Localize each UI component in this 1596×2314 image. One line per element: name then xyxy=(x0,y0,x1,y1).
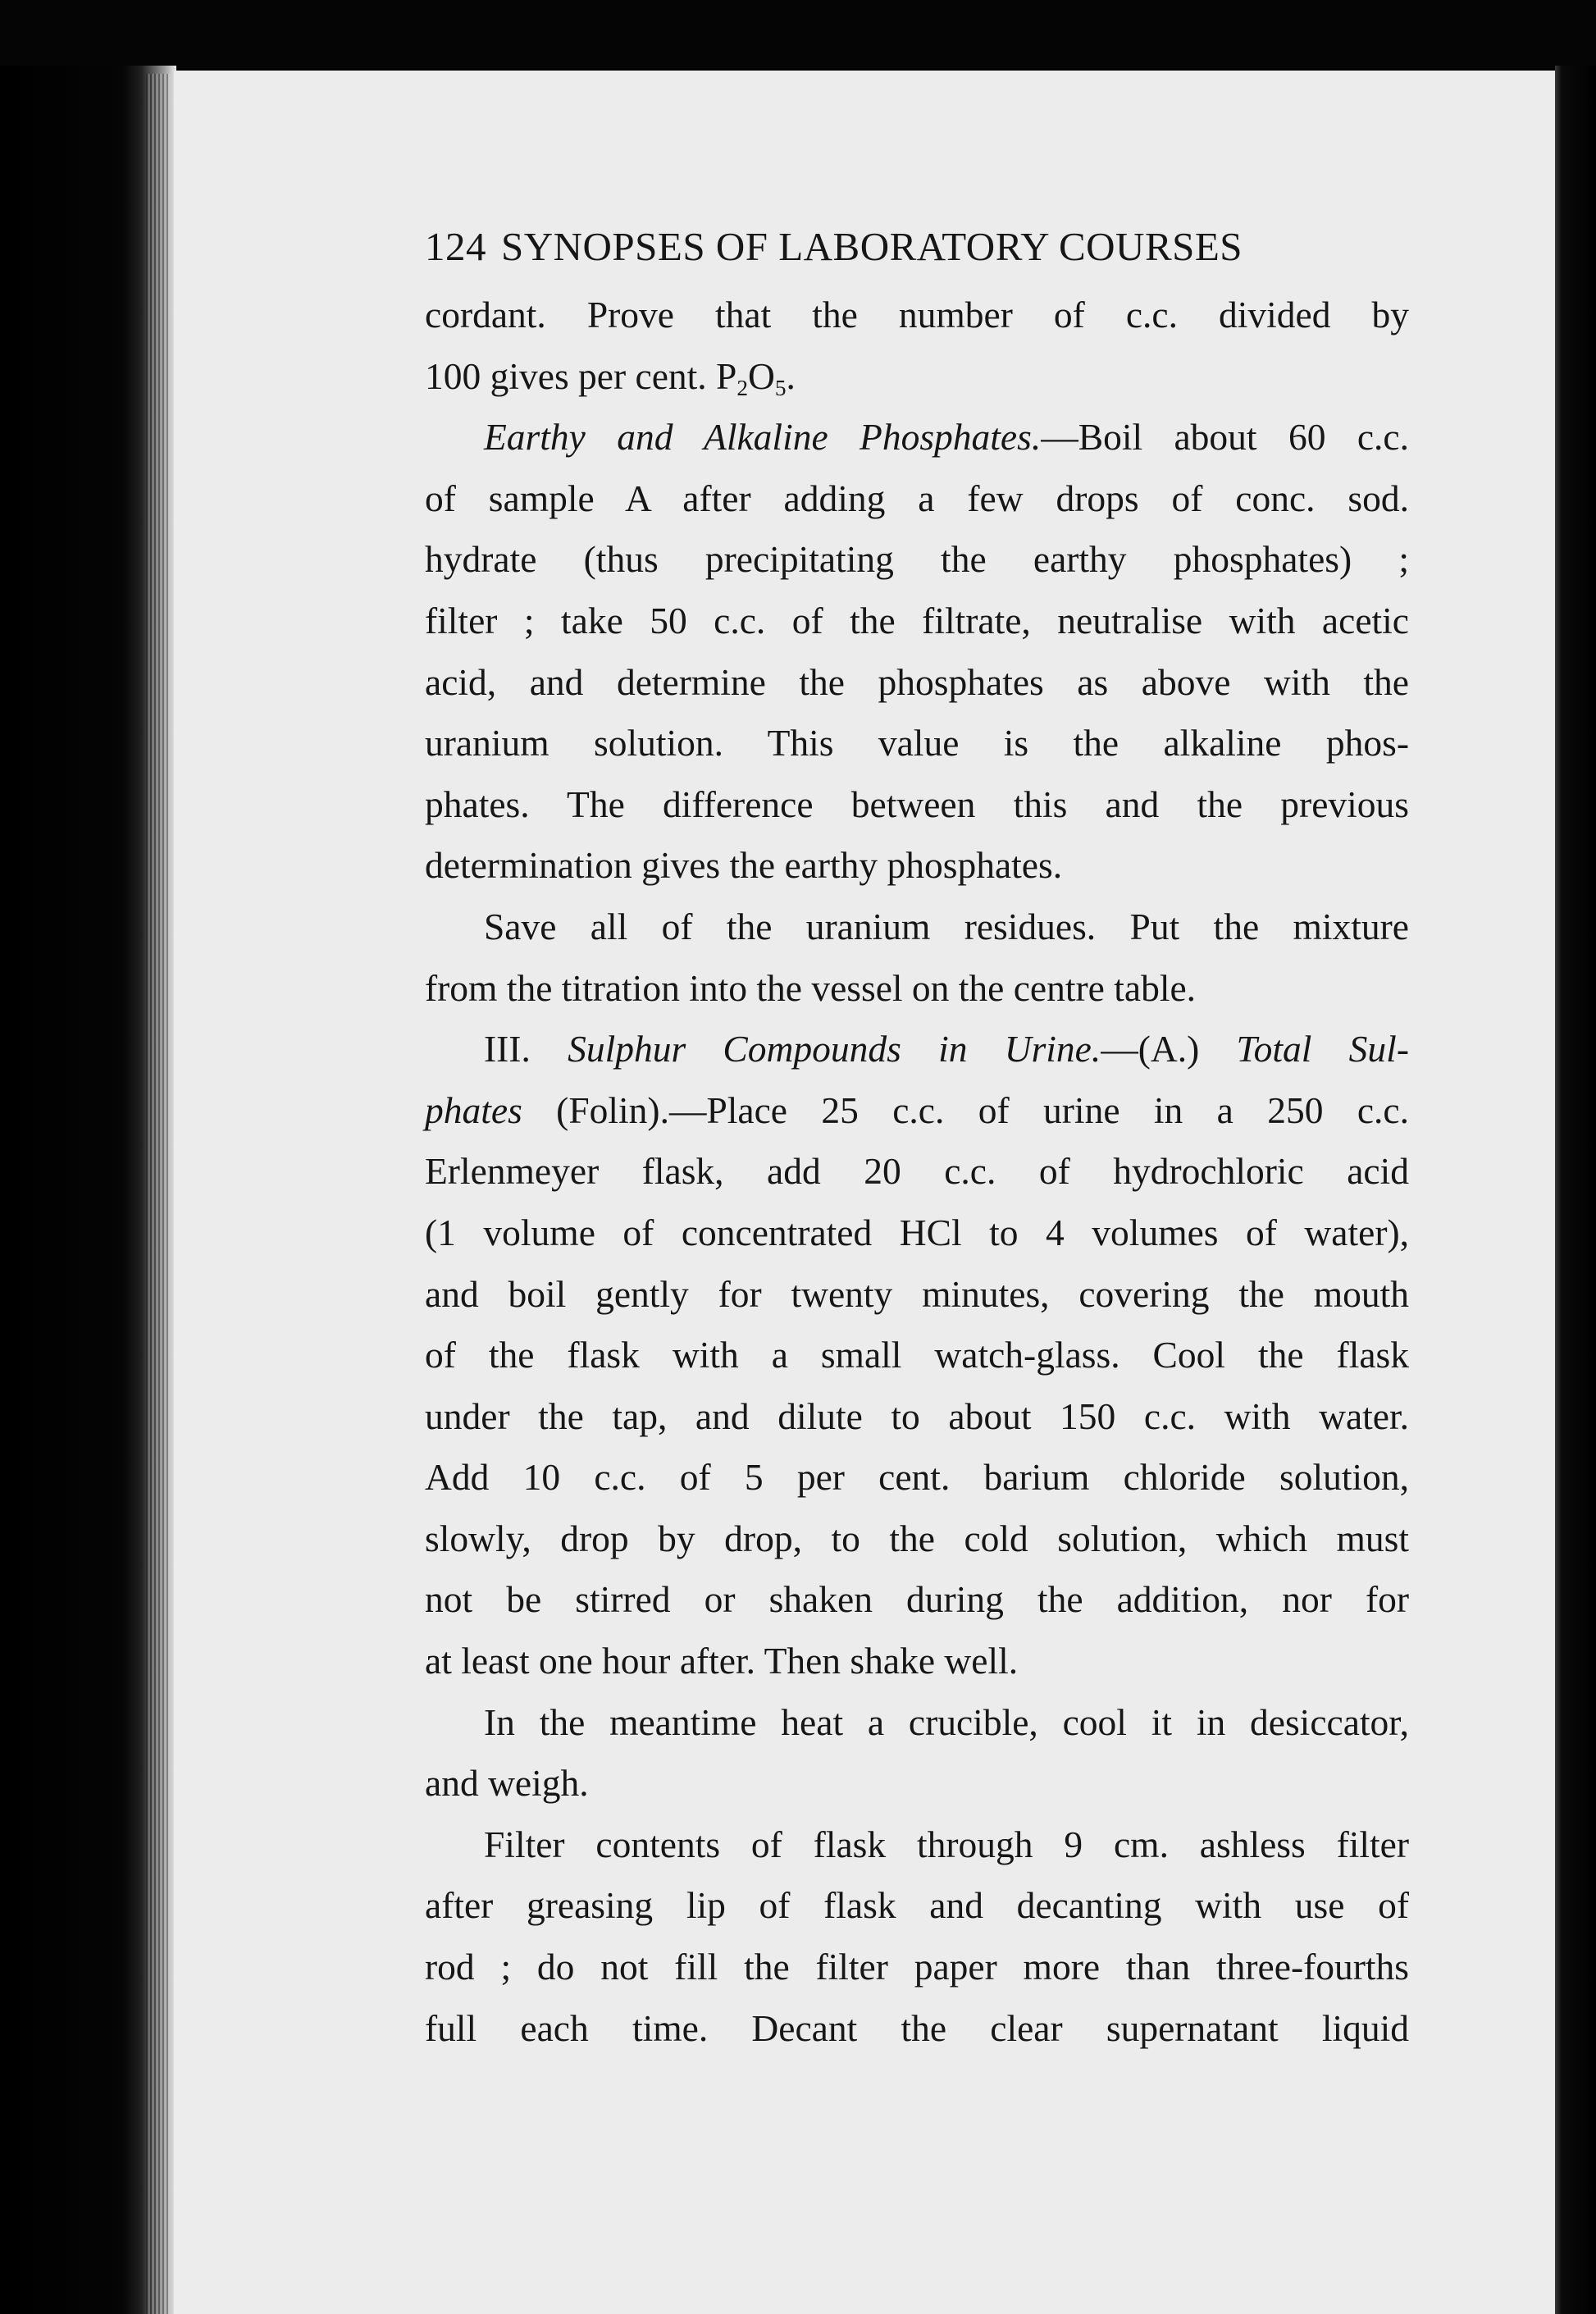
text-line: Save all of the uranium residues. Put the mixture xyxy=(484,905,1409,947)
text-line: under the tap, and dilute to about 150 c.c. with water. xyxy=(425,1394,1409,1437)
text-line: and weigh. xyxy=(425,1762,589,1805)
text-line: not be stirred or shaken during the addition, nor for xyxy=(425,1578,1409,1621)
text-line: of sample A after adding a few drops of conc. sod. xyxy=(425,477,1409,519)
binding-stripes xyxy=(146,74,171,2314)
text-line: (1 volume of concentrated HCl to 4 volumes of water), xyxy=(425,1211,1409,1253)
running-head xyxy=(425,226,1409,267)
text-line: rod ; do not fill the filter paper more than three-fourths xyxy=(425,1946,1409,1988)
text-line: at least one hour after. Then shake well. xyxy=(425,1640,1019,1682)
text-line: of the flask with a small watch-glass. Cool the flask xyxy=(425,1334,1409,1376)
page-number: 124 xyxy=(425,224,486,269)
text-line: determination gives the earthy phosphates. xyxy=(425,844,1063,887)
text-line: cordant. Prove that the number of c.c. divided by xyxy=(425,294,1409,335)
text-line: acid, and determine the phosphates as above with the xyxy=(425,660,1409,703)
text-line: after greasing lip of flask and decanting with use of xyxy=(425,1884,1409,1927)
text-line: Erlenmeyer flask, add 20 c.c. of hydrochloric acid xyxy=(425,1150,1409,1193)
running-title: SYNOPSES OF LABORATORY COURSES xyxy=(501,224,1243,269)
text-line: slowly, drop by drop, to the cold solution, which must xyxy=(425,1517,1409,1559)
page-right-edge xyxy=(1555,66,1596,2314)
text-line: filter ; take 50 c.c. of the filtrate, neutralise with acetic xyxy=(425,599,1409,641)
text-line: and boil gently for twenty minutes, covering the mouth xyxy=(425,1272,1409,1315)
page-content xyxy=(425,218,1409,2059)
text-line: phates (Folin).—Place 25 c.c. of urine in a 250 c.c. xyxy=(425,1089,1409,1131)
text-line: 100 gives per cent. $P_2O_5$. xyxy=(425,354,796,400)
text-line: Earthy and Alkaline Phosphates.—Boil about 60 c.c. xyxy=(484,416,1409,459)
scan-top-border xyxy=(0,0,1596,70)
text-line: uranium solution. This value is the alkaline phos- xyxy=(425,722,1409,764)
text-line: Filter contents of flask through 9 cm. ashless filter xyxy=(484,1823,1409,1865)
body-text xyxy=(425,285,1409,2059)
text-line: from the titration into the vessel on the centre table. xyxy=(425,966,1197,1009)
text-line: hydrate (thus precipitating the earthy phosphates) ; xyxy=(425,538,1409,581)
text-line: III. Sulphur Compounds in Urine.—(A.) Total Sul- xyxy=(484,1028,1409,1070)
text-line: Add 10 c.c. of 5 per cent. barium chloride solution, xyxy=(425,1456,1409,1499)
text-line: full each time. Decant the clear supernatant liquid xyxy=(425,2006,1409,2049)
text-line: In the meantime heat a crucible, cool it in desiccator, xyxy=(484,1700,1409,1743)
text-line: phates. The difference between this and the previous xyxy=(425,783,1409,825)
